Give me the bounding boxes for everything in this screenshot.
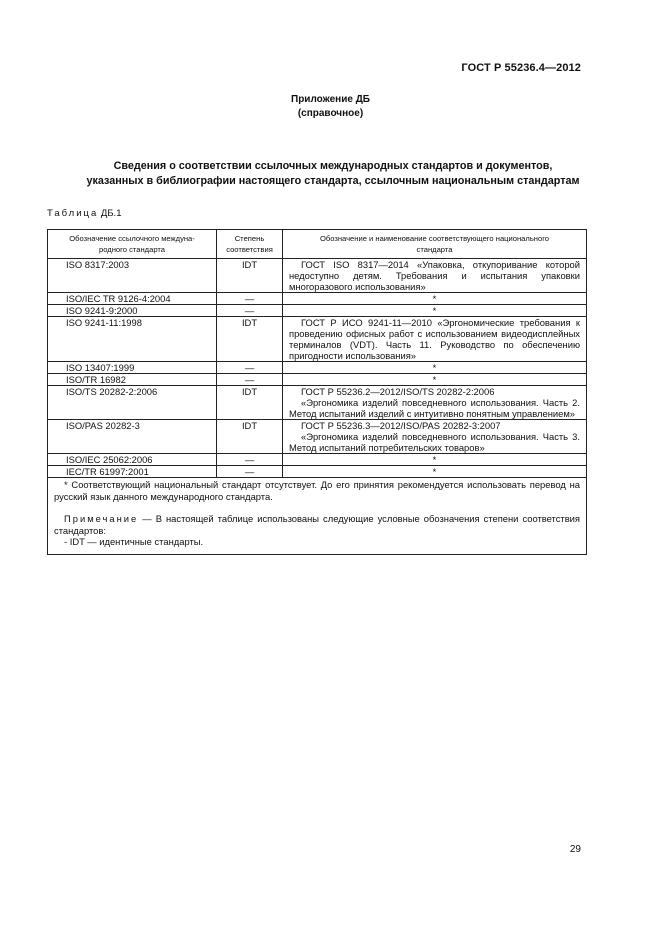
appendix-subtitle: (справочное) <box>297 108 364 119</box>
table-footnote-row <box>48 478 587 555</box>
cell-degree: — <box>217 466 283 478</box>
cell-national-text: ГОСТ Р 55236.3—2012/ISO/PAS 20282-3:2007 <box>301 420 501 431</box>
cell-designation: IEC/TR 61997:2001 <box>48 466 217 478</box>
table-header-row <box>48 230 587 259</box>
cell-degree: — <box>217 293 283 305</box>
cell-designation: ISO 8317:2003 <box>48 259 217 293</box>
cell-degree: — <box>217 454 283 466</box>
table-footnote <box>48 478 587 555</box>
cell-degree: — <box>217 362 283 374</box>
header-col3-line2: стандарта <box>416 245 453 254</box>
cell-national: * <box>283 374 587 386</box>
table-row <box>48 466 587 478</box>
table-row <box>48 259 587 293</box>
cell-national: * <box>283 293 587 305</box>
footnote-text: * Соответствующий национальный стандарт отсутствует. До его принятия рекомендуется использовать перевод на русский язык данного международного стандарта. <box>54 479 580 502</box>
header-national-standard <box>283 230 587 259</box>
table-caption <box>47 208 121 219</box>
table-row <box>48 305 587 317</box>
header-col2-line2: соответствия <box>226 245 273 254</box>
cell-degree: IDT <box>217 386 283 420</box>
appendix-title: Приложение ДБ <box>291 94 370 105</box>
section-title-line-1: Сведения о соответствии ссылочных международных стандартов и документов, <box>113 160 553 172</box>
cell-designation: ISO/TR 16982 <box>48 374 217 386</box>
table-row <box>48 386 587 420</box>
cell-designation: ISO 13407:1999 <box>48 362 217 374</box>
header-degree <box>217 230 283 259</box>
section-title <box>40 159 626 189</box>
cell-degree: IDT <box>217 420 283 454</box>
cell-designation: ISO/PAS 20282-3 <box>48 420 217 454</box>
cell-national-text: ГОСТ Р 55236.2—2012/ISO/TS 20282-2:2006 <box>301 386 495 397</box>
header-col1-line2: родного стандарта <box>99 245 165 254</box>
cell-national <box>283 259 587 293</box>
cell-national: * <box>283 305 587 317</box>
cell-degree: IDT <box>217 259 283 293</box>
table-row <box>48 317 587 362</box>
table-caption-number: ДБ.1 <box>100 208 122 219</box>
table-caption-word: Таблица <box>47 208 99 219</box>
cell-designation: ISO/IEC 25062:2006 <box>48 454 217 466</box>
note-list-item: - IDT — идентичные стандарты. <box>64 536 204 547</box>
note-label: Примечание <box>64 513 139 524</box>
cell-national <box>283 386 587 420</box>
cell-designation: ISO 9241-11:1998 <box>48 317 217 362</box>
cell-national-text: ГОСТ ISO 8317—2014 «Упаковка, откупоривание которой недоступно детям. Требования и испытания упаковки многоразового использования» <box>289 259 580 292</box>
cell-degree: — <box>217 305 283 317</box>
cell-national-title: «Эргономика изделий повседневного использования. Часть 2. Метод испытаний изделий с интуитивно понятным управлением» <box>289 397 580 419</box>
header-col3-line1: Обозначение и наименование соответствующего национального <box>319 234 550 243</box>
header-col2-line1: Степень <box>234 234 265 243</box>
table-row <box>48 454 587 466</box>
table-row <box>48 420 587 454</box>
cell-national: * <box>283 362 587 374</box>
cell-designation: ISO 9241-9:2000 <box>48 305 217 317</box>
header-international-designation <box>48 230 217 259</box>
appendix-heading <box>0 93 661 121</box>
cell-designation: ISO/IEC TR 9126-4:2004 <box>48 293 217 305</box>
cell-national-title: «Эргономика изделий повседневного использования. Часть 3. Метод испытаний потребительских товаров» <box>289 431 580 453</box>
correspondence-table <box>47 229 587 555</box>
section-title-line-2: указанных в библиографии настоящего стандарта, ссылочным национальным стандартам <box>86 175 580 187</box>
table-row <box>48 293 587 305</box>
document-code: ГОСТ Р 55236.4—2012 <box>461 62 581 74</box>
cell-national: * <box>283 454 587 466</box>
table-row <box>48 362 587 374</box>
cell-national <box>283 317 587 362</box>
cell-degree: IDT <box>217 317 283 362</box>
table-row <box>48 374 587 386</box>
table-note <box>54 513 580 536</box>
header-col1-line1: Обозначение ссылочного междуна- <box>69 234 195 243</box>
cell-designation: ISO/TS 20282-2:2006 <box>48 386 217 420</box>
cell-degree: — <box>217 374 283 386</box>
cell-national-text: ГОСТ Р ИСО 9241-11—2010 «Эргономические требования к проведению офисных работ с использованием видеодисплейных терминалов (VDT). Часть 11. Руководство по обеспечению пригодности использования» <box>289 317 580 361</box>
note-text: — В настоящей таблице использованы следующие условные обозначения степени соответствия стандартов: <box>54 513 580 536</box>
cell-national: * <box>283 466 587 478</box>
page-number: 29 <box>569 844 581 855</box>
cell-national <box>283 420 587 454</box>
